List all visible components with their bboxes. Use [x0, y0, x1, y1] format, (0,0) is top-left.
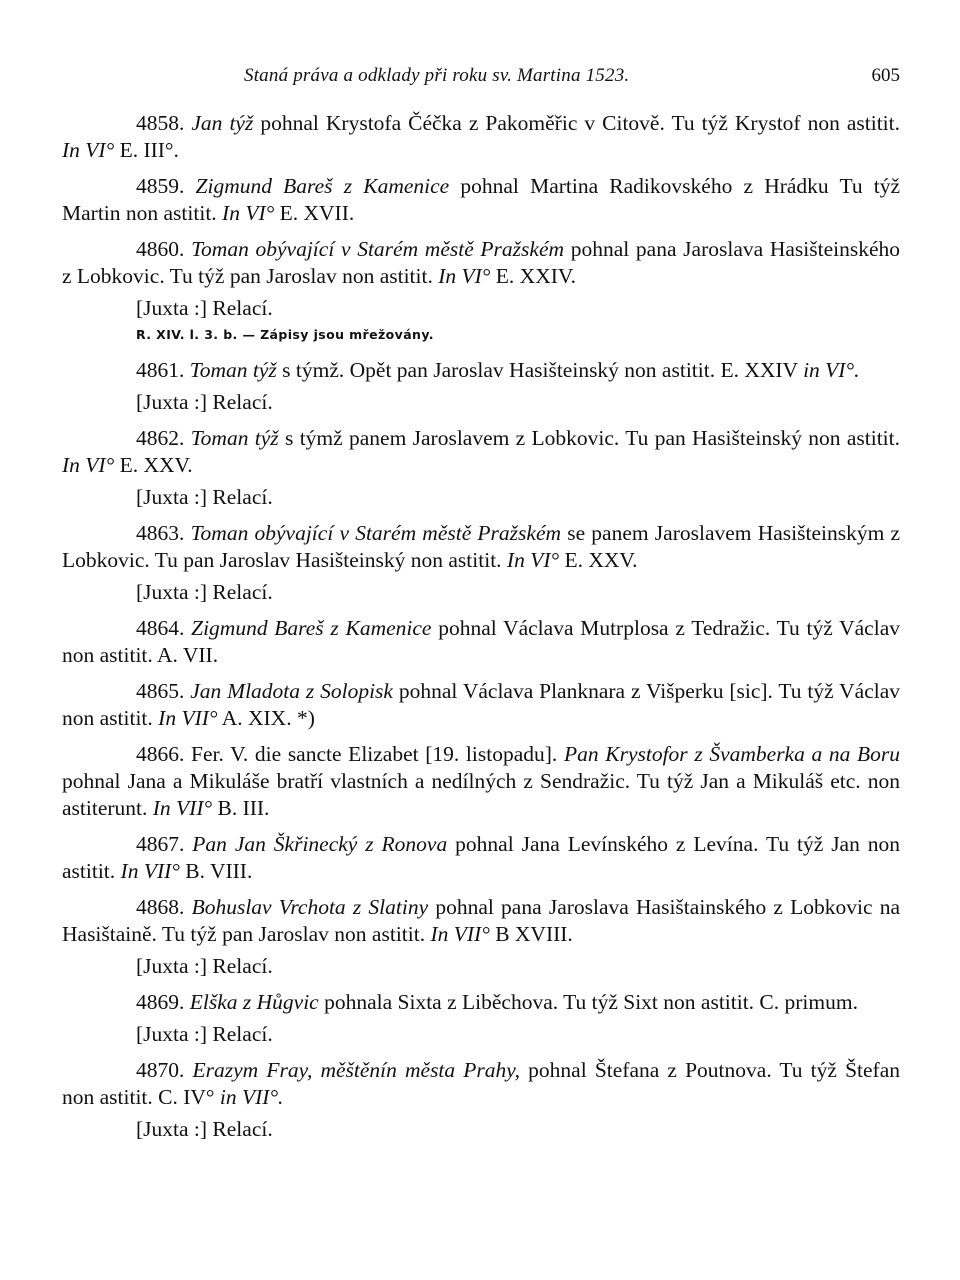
entry-4860	[62, 236, 900, 290]
entry-text: pohnal Václava Mutrplosa z Tedražic. Tu týž Václav non astitit. A. VII.	[62, 616, 900, 667]
entry-ref-italic: In VI°	[506, 548, 560, 572]
entry-number: 4866.	[136, 742, 185, 766]
entry-text: pohnal Václava Planknara z Višperku [sic]. Tu týž Václav non astitit.	[62, 679, 901, 730]
entry-ref-italic: In VII°	[430, 922, 490, 946]
entry-party: Toman týž	[190, 426, 279, 450]
juxta-line: [Juxta :] Relací.	[136, 296, 273, 320]
entry-text: se panem Jaroslavem Hasišteinským z Lobkovic. Tu pan Jaroslav Hasišteinský non astitit.	[62, 521, 901, 572]
entry-4862	[62, 425, 900, 479]
entry-text: pohnal Krystofa Čéčka z Pakoměřic v Citově. Tu týž Krystof non astitit.	[260, 111, 901, 135]
entry-ref: B. VIII.	[185, 859, 253, 883]
entry-number: 4859.	[136, 174, 185, 198]
entry-party: Erazym Fray, měštěnín města Prahy,	[192, 1058, 521, 1082]
entry-ref: E. XXIV.	[495, 264, 577, 288]
entry-number: 4863.	[136, 521, 185, 545]
entry-party: Toman týž	[189, 358, 277, 382]
entry-ref: E. III°.	[119, 138, 179, 162]
entry-ref-italic: In VII°	[120, 859, 180, 883]
entry-text: s týmž. Opět pan Jaroslav Hasišteinský non astitit. E. XXIV	[282, 358, 798, 382]
entry-number: 4870.	[136, 1058, 185, 1082]
entry-number: 4864.	[136, 616, 185, 640]
entry-text: pohnal pana Jaroslava Hasišteinského z Lobkovic. Tu týž pan Jaroslav non astitit.	[62, 237, 901, 288]
entry-party: Pan Krystofor z Švamberka a na Boru	[563, 742, 901, 766]
entry-4859	[62, 173, 900, 227]
entry-ref: B. III.	[217, 796, 270, 820]
entry-ref-italic: In VI°	[62, 138, 115, 162]
entry-number: 4861.	[136, 358, 185, 382]
running-title: Staná práva a odklady při roku sv. Martina 1523.	[244, 65, 630, 86]
entry-text: pohnal Jana Levínského z Levína. Tu týž Jan non astitit.	[62, 832, 901, 883]
entry-party: Pan Jan Škřinecký z Ronova	[192, 832, 448, 856]
juxta-line: [Juxta :] Relací.	[136, 580, 273, 604]
entry-party: Zigmund Bareš z Kamenice	[195, 174, 450, 198]
entry-ref-italic: In VII°	[158, 706, 218, 730]
entry-number: 4865.	[136, 679, 185, 703]
juxta-line: [Juxta :] Relací.	[136, 1022, 273, 1046]
running-head	[62, 60, 900, 92]
entry-party: Jan Mladota z Solopisk	[190, 679, 393, 703]
entry-4861	[62, 357, 900, 384]
entry-4870	[62, 1057, 900, 1111]
entry-ref: A. XIX. *)	[221, 706, 315, 730]
juxta-line: [Juxta :] Relací.	[136, 954, 273, 978]
entry-4863	[62, 520, 900, 574]
entry-number: 4858.	[136, 111, 185, 135]
entry-party: Toman obývající v Starém městě Pražském	[190, 521, 562, 545]
entry-party: Zigmund Bareš z Kamenice	[191, 616, 432, 640]
entry-text: pohnal Štefana z Poutnova. Tu týž Štefan non astitit. C. IV°	[62, 1058, 901, 1109]
juxta-line: [Juxta :] Relací.	[136, 485, 273, 509]
entry-ref-italic: In VI°	[438, 264, 491, 288]
entry-ref-italic: in VI°.	[803, 358, 860, 382]
entry-text: pohnal Jana a Mikuláše bratří vlastních a nedílných z Sendražic. Tu týž Jan a Mikuláš etc. non astiterunt.	[62, 769, 900, 820]
entry-4858	[62, 110, 900, 164]
entry-party: Jan týž	[191, 111, 254, 135]
entry-ref-italic: in VII°.	[219, 1085, 284, 1109]
editorial-note: R. XIV. l. 3. b. — Zápisy jsou mřežovány.	[136, 327, 434, 342]
juxta-line: [Juxta :] Relací.	[136, 1117, 273, 1141]
entry-4868	[62, 894, 900, 948]
entry-number: 4867.	[136, 832, 185, 856]
entry-text: s týmž panem Jaroslavem z Lobkovic. Tu pan Hasišteinský non astitit.	[285, 426, 900, 450]
entry-4869	[62, 989, 900, 1016]
entry-4864	[62, 615, 900, 669]
entry-ref: E. XXV.	[564, 548, 638, 572]
entry-ref-italic: In VII°	[152, 796, 213, 820]
juxta-line: [Juxta :] Relací.	[136, 390, 273, 414]
entry-number: 4868.	[136, 895, 185, 919]
entry-number: 4869.	[136, 990, 185, 1014]
entry-text: pohnal pana Jaroslava Hasištainského z Lobkovic na Hasištaině. Tu týž pan Jaroslav non astitit.	[62, 895, 901, 946]
document-page	[62, 60, 900, 1152]
entry-number: 4860.	[136, 237, 185, 261]
entry-text: pohnal Martina Radikovského z Hrádku Tu týž Martin non astitit.	[62, 174, 901, 225]
entry-ref: B XVIII.	[495, 922, 573, 946]
entry-ref-italic: In VI°	[62, 453, 115, 477]
entry-4865	[62, 678, 900, 732]
entry-party: Elška z Hůgvic	[189, 990, 319, 1014]
entry-number: 4862.	[136, 426, 185, 450]
entry-ref-italic: In VI°	[222, 201, 275, 225]
entry-4867	[62, 831, 900, 885]
entry-4866	[62, 741, 900, 822]
entry-party: Toman obývající v Starém městě Pražském	[191, 237, 565, 261]
entry-ref: E. XVII.	[279, 201, 355, 225]
page-number: 605	[871, 65, 900, 86]
entry-date: Fer. V. die sancte Elizabet [19. listopadu].	[191, 742, 558, 766]
entry-party: Bohuslav Vrchota z Slatiny	[191, 895, 429, 919]
entry-text: pohnala Sixta z Liběchova. Tu týž Sixt non astitit. C. primum.	[324, 990, 858, 1014]
entry-ref: E. XXV.	[119, 453, 193, 477]
